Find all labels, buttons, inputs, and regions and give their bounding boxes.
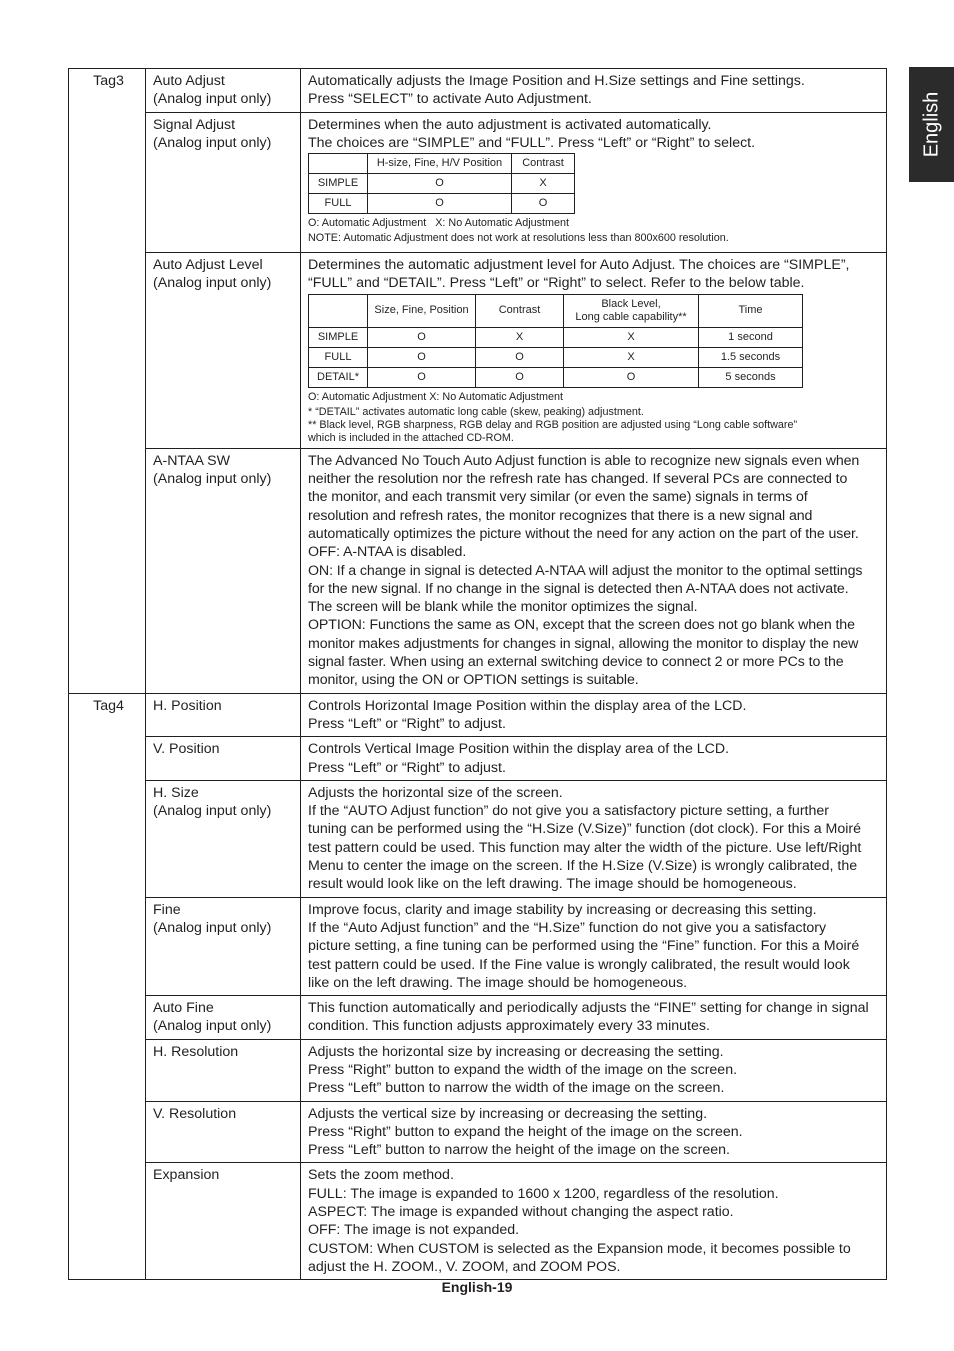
desc-line: monitor makes adjustments for changes in signal, allowing the monitor to display the new: [308, 635, 859, 652]
table-row: [69, 897, 887, 995]
table-cell: SIMPLE: [309, 327, 368, 347]
table-row: [309, 347, 803, 367]
item-desc-cell: [301, 448, 887, 693]
table-row: [69, 69, 887, 113]
table-row: [309, 154, 575, 174]
desc-line: for the new signal. If no change in the signal is detected then A-NTAA does not activate.: [308, 580, 849, 597]
desc-line: Determines when the auto adjustment is activated automatically.: [308, 116, 712, 133]
table-header: [309, 294, 368, 327]
table-cell: 1.5 seconds: [699, 347, 803, 367]
auto-adjust-level-table: [308, 294, 803, 388]
item-name: Signal Adjust: [153, 116, 236, 133]
table-row: [309, 367, 803, 387]
table-cell: X: [564, 347, 699, 367]
item-name: Auto Adjust Level: [153, 257, 263, 274]
item-desc-cell: [301, 897, 887, 995]
table-header: Contrast: [476, 294, 564, 327]
item-name-cell: [146, 69, 301, 113]
table-row: [69, 448, 887, 693]
desc-line: ASPECT: The image is expanded without changing the aspect ratio.: [308, 1204, 734, 1221]
desc-line: test pattern could be used. This function may alter the width of the picture. Use left/Right: [308, 839, 862, 856]
table-header: [564, 294, 699, 327]
desc-line: Improve focus, clarity and image stability by increasing or decreasing this setting.: [308, 901, 817, 918]
desc-line: Controls Horizontal Image Position within the display area of the LCD.: [308, 697, 747, 714]
table-cell: X: [476, 327, 564, 347]
item-name-cell: [146, 693, 301, 737]
desc-line: Press “SELECT” to activate Auto Adjustment.: [308, 91, 592, 108]
item-qualifier: (Analog input only): [153, 275, 272, 292]
item-name: Auto Adjust: [153, 73, 225, 89]
desc-line: Press “Right” button to expand the height of the image on the screen.: [308, 1123, 743, 1140]
item-name-cell: [146, 448, 301, 693]
desc-line: the monitor, and each transmit very similar (or even the same) signals in terms of: [308, 489, 808, 506]
table-row: [69, 1163, 887, 1280]
tag3-label: Tag3: [93, 73, 124, 89]
table-header: H-size, Fine, H/V Position: [368, 154, 512, 174]
table-cell: O: [368, 347, 476, 367]
item-desc-cell: [301, 693, 887, 737]
table-row: [69, 693, 887, 737]
table-row: [69, 253, 887, 449]
language-label: English: [920, 91, 943, 158]
item-desc-cell: [301, 1101, 887, 1163]
desc-line: signal faster. When using an external switching device to connect 2 or more PCs to the: [308, 654, 844, 671]
item-name-cell: [146, 1039, 301, 1101]
page-number: English-19: [441, 1279, 513, 1295]
desc-line: automatically optimizes the picture without the need for any action on the part of the user.: [308, 525, 859, 542]
item-name: V. Resolution: [153, 1105, 237, 1122]
desc-line: FULL: The image is expanded to 1600 x 1200, regardless of the resolution.: [308, 1185, 779, 1202]
item-name: H. Size: [153, 784, 199, 801]
table-row: [69, 996, 887, 1040]
item-desc-cell: [301, 996, 887, 1040]
table-row: [69, 780, 887, 897]
table-cell: 1 second: [699, 327, 803, 347]
table-cell: 5 seconds: [699, 367, 803, 387]
table-cell: O: [368, 194, 512, 214]
desc-line: neither the resolution nor the refresh rate has changed. If several PCs are connected to: [308, 471, 848, 488]
table-cell: O: [368, 367, 476, 387]
item-qualifier: (Analog input only): [153, 134, 272, 151]
desc-line: Press “Left” button to narrow the height of the image on the screen.: [308, 1142, 730, 1159]
signal-adjust-table: [308, 153, 575, 214]
note-line: O: Automatic Adjustment X: No Automatic Adjustment: [308, 217, 570, 230]
table-header: Size, Fine, Position: [368, 294, 476, 327]
desc-line: picture setting, a fine tuning can be performed using the “Fine” function. For this a Moiré: [308, 938, 860, 955]
item-name-cell: [146, 897, 301, 995]
table-header: Time: [699, 294, 803, 327]
table-row: [69, 737, 887, 781]
table-cell: O: [476, 367, 564, 387]
desc-line: Press “Left” or “Right” to adjust.: [308, 759, 506, 776]
desc-line: OFF: A-NTAA is disabled.: [308, 544, 467, 561]
item-desc-cell: [301, 69, 887, 113]
table-header: [309, 154, 368, 174]
desc-line: Menu to center the image on the screen. If the H.Size (V.Size) is wrongly calibrated, the: [308, 858, 858, 875]
desc-line: “FULL” and “DETAIL”. Press “Left” or “Right” to select. Refer to the below table.: [308, 275, 805, 292]
desc-line: Automatically adjusts the Image Position and H.Size settings and Fine settings.: [308, 73, 805, 89]
desc-line: ON: If a change in signal is detected A-NTAA will adjust the monitor to the optimal settings: [308, 562, 863, 579]
table-cell: FULL: [309, 194, 368, 214]
table-cell: O: [368, 327, 476, 347]
desc-line: result would look like on the left drawing. The image should be homogeneous.: [308, 876, 797, 893]
desc-line: Controls Vertical Image Position within the display area of the LCD.: [308, 741, 730, 758]
note-line: which is included in the attached CD-ROM.: [308, 431, 514, 444]
tag4-label: Tag4: [93, 697, 124, 714]
item-qualifier: (Analog input only): [153, 803, 272, 820]
desc-line: Press “Left” button to narrow the width of the image on the screen.: [308, 1080, 725, 1097]
desc-line: resolution and refresh rates, the monitor recognizes that there is a new signal and: [308, 507, 813, 524]
desc-line: monitor, using the ON or OPTION settings is suitable.: [308, 672, 639, 689]
item-qualifier: (Analog input only): [153, 1018, 272, 1035]
table-row: [309, 194, 575, 214]
desc-line: OPTION: Functions the same as ON, except that the screen does not go blank when the: [308, 617, 855, 634]
desc-line: CUSTOM: When CUSTOM is selected as the Expansion mode, it becomes possible to: [308, 1240, 851, 1257]
table-row: [69, 1101, 887, 1163]
tag4-cell: [69, 693, 146, 1280]
desc-line: Determines the automatic adjustment level for Auto Adjust. The choices are “SIMPLE”,: [308, 257, 850, 274]
desc-line: tuning can be performed using the “H.Size (V.Size)” function (dot clock). For this a Moiré: [308, 821, 862, 838]
desc-line: condition. This function adjusts approximately every 33 minutes.: [308, 1018, 710, 1035]
item-name-cell: [146, 1163, 301, 1280]
table-row: [309, 294, 803, 327]
item-name-cell: [146, 996, 301, 1040]
item-name: Fine: [153, 901, 181, 918]
item-desc-cell: [301, 1039, 887, 1101]
table-cell: DETAIL*: [309, 367, 368, 387]
desc-line: The Advanced No Touch Auto Adjust function is able to recognize new signals even when: [308, 452, 860, 469]
tag3-cell: [69, 69, 146, 694]
table-row: [69, 112, 887, 253]
desc-line: If the “Auto Adjust function” and the “H.Size” function do not give you a satisfactory: [308, 919, 827, 936]
table-row: [69, 1039, 887, 1101]
item-name-cell: [146, 737, 301, 781]
item-name: H. Resolution: [153, 1043, 239, 1060]
item-desc-cell: [301, 253, 887, 449]
item-desc-cell: [301, 112, 887, 253]
item-name: A-NTAA SW: [153, 452, 230, 469]
item-desc-cell: [301, 737, 887, 781]
table-cell: SIMPLE: [309, 174, 368, 194]
desc-line: This function automatically and periodically adjusts the “FINE” setting for change in signal: [308, 1000, 869, 1017]
item-name-cell: [146, 112, 301, 253]
desc-line: Adjusts the vertical size by increasing or decreasing the setting.: [308, 1105, 708, 1122]
desc-line: test pattern could be used. If the Fine value is wrongly calibrated, the result would look: [308, 956, 850, 973]
table-cell: X: [512, 174, 575, 194]
desc-line: Press “Right” button to expand the width of the image on the screen.: [308, 1061, 738, 1078]
table-row: [309, 174, 575, 194]
table-cell: O: [564, 367, 699, 387]
table-header-line: Black Level,: [601, 297, 661, 310]
desc-line: The screen will be blank while the monitor optimizes the signal.: [308, 599, 698, 616]
item-name-cell: [146, 1101, 301, 1163]
item-desc-cell: [301, 1163, 887, 1280]
table-cell: FULL: [309, 347, 368, 367]
language-side-tab: [909, 67, 954, 182]
table-cell: O: [368, 174, 512, 194]
desc-line: Press “Left” or “Right” to adjust.: [308, 715, 506, 732]
item-qualifier: (Analog input only): [153, 91, 272, 108]
desc-line: like on the left drawing. The image should be homogeneous.: [308, 974, 688, 991]
note-line: NOTE: Automatic Adjustment does not work at resolutions less than 800x600 resolution.: [308, 232, 729, 245]
note-line: ** Black level, RGB sharpness, RGB delay and RGB position are adjusted using “Long cable software”: [308, 418, 798, 431]
note-line: * “DETAIL” activates automatic long cable (skew, peaking) adjustment.: [308, 405, 644, 418]
desc-line: OFF: The image is not expanded.: [308, 1222, 520, 1239]
table-cell: O: [476, 347, 564, 367]
table-cell: X: [564, 327, 699, 347]
desc-line: The choices are “SIMPLE” and “FULL”. Press “Left” or “Right” to select.: [308, 134, 756, 151]
desc-line: adjust the H. ZOOM., V. ZOOM, and ZOOM POS.: [308, 1258, 621, 1275]
item-name: Expansion: [153, 1167, 220, 1184]
table-cell: O: [512, 194, 575, 214]
item-name: V. Position: [153, 741, 220, 758]
item-name-cell: [146, 780, 301, 897]
item-qualifier: (Analog input only): [153, 919, 272, 936]
table-header: Contrast: [512, 154, 575, 174]
note-line: O: Automatic Adjustment X: No Automatic Adjustment: [308, 390, 564, 403]
table-header-line: Long cable capability**: [575, 310, 687, 323]
desc-line: If the “AUTO Adjust function” do not give you a satisfactory picture setting, a further: [308, 803, 829, 820]
item-desc-cell: [301, 780, 887, 897]
table-row: [309, 327, 803, 347]
item-name: Auto Fine: [153, 1000, 214, 1017]
desc-line: Sets the zoom method.: [308, 1167, 454, 1184]
item-name-cell: [146, 253, 301, 449]
desc-line: Adjusts the horizontal size by increasing or decreasing the setting.: [308, 1043, 724, 1060]
item-name: H. Position: [153, 697, 222, 714]
settings-table: [68, 68, 887, 1280]
desc-line: Adjusts the horizontal size of the screen.: [308, 784, 563, 801]
item-qualifier: (Analog input only): [153, 471, 272, 488]
